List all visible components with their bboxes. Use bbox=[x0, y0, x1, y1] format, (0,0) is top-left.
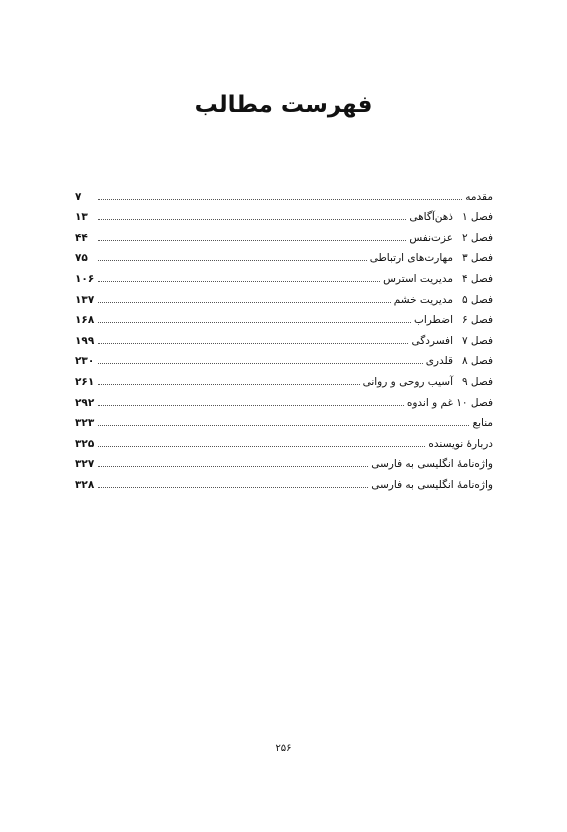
dot-leader bbox=[98, 363, 423, 364]
dot-leader bbox=[98, 219, 406, 220]
dot-leader bbox=[98, 281, 380, 282]
toc-entry[interactable] bbox=[75, 285, 493, 306]
toc-page-number: ۱۰۶ bbox=[75, 272, 95, 285]
toc-page-number: ۷ bbox=[75, 190, 82, 203]
toc-entry-title: مقدمه bbox=[465, 190, 493, 203]
toc-entry[interactable] bbox=[75, 326, 493, 347]
toc-chapter-label: فصل ۹ bbox=[461, 375, 493, 388]
toc-page-number: ۳۲۵ bbox=[75, 437, 95, 450]
toc-page-number: ۳۲۳ bbox=[75, 417, 95, 430]
toc-chapter-label: فصل ۷ bbox=[461, 334, 493, 347]
toc-entry-title: دربارهٔ نویسنده bbox=[428, 437, 493, 450]
toc-page-number: ۳۲۸ bbox=[75, 478, 95, 491]
toc-entry[interactable] bbox=[75, 347, 493, 368]
page-title: فهرست مطالب bbox=[194, 92, 373, 118]
toc-entry-title: قلدری bbox=[425, 355, 453, 368]
toc-chapter-label: فصل ۴ bbox=[461, 272, 493, 285]
toc-entry-title: واژه‌نامهٔ انگلیسی به فارسی bbox=[371, 458, 493, 471]
toc-entry[interactable] bbox=[75, 203, 493, 224]
toc-page-number: ۷۵ bbox=[75, 252, 88, 265]
toc-entry-title: افسردگی bbox=[411, 334, 453, 347]
toc-page-number: ۱۹۹ bbox=[75, 334, 95, 347]
toc-chapter-label: فصل ۳ bbox=[461, 252, 493, 265]
toc-entry[interactable] bbox=[75, 470, 493, 491]
toc-entry[interactable] bbox=[75, 388, 493, 409]
toc-entry-title: واژه‌نامهٔ انگلیسی به فارسی bbox=[371, 478, 493, 491]
toc-entry-title: عزت‌نفس bbox=[409, 231, 453, 244]
dot-leader bbox=[98, 199, 462, 200]
dot-leader bbox=[98, 487, 368, 488]
toc-page-number: ۱۳ bbox=[75, 211, 88, 224]
toc-page-number: ۴۴ bbox=[75, 231, 88, 244]
toc-chapter-label: فصل ۸ bbox=[461, 355, 493, 368]
toc-entry-title: آسیب روحی و روانی bbox=[362, 375, 453, 388]
toc-entry[interactable] bbox=[75, 367, 493, 388]
toc-chapter-label: فصل ۱۰ bbox=[456, 396, 493, 409]
dot-leader bbox=[98, 425, 469, 426]
toc-page-number: ۲۶۱ bbox=[75, 375, 95, 388]
toc-entry[interactable] bbox=[75, 223, 493, 244]
dot-leader bbox=[98, 260, 367, 261]
dot-leader bbox=[98, 446, 425, 447]
toc-chapter-label: فصل ۶ bbox=[461, 314, 493, 327]
toc-chapter-label: فصل ۵ bbox=[461, 293, 493, 306]
toc-entry[interactable] bbox=[75, 409, 493, 430]
dot-leader bbox=[98, 240, 406, 241]
toc-page-number: ۱۳۷ bbox=[75, 293, 95, 306]
toc-entry-title: مدیریت استرس bbox=[383, 272, 453, 285]
toc-entry-title: اضطراب bbox=[413, 314, 453, 327]
dot-leader bbox=[98, 343, 408, 344]
toc-entry[interactable] bbox=[75, 182, 493, 203]
toc-chapter-label: فصل ۲ bbox=[461, 231, 493, 244]
toc-page-number: ۳۲۷ bbox=[75, 458, 95, 471]
toc-entry[interactable] bbox=[75, 306, 493, 327]
dot-leader bbox=[98, 322, 411, 323]
toc-page-number: ۲۳۰ bbox=[75, 355, 95, 368]
toc-page-number: ۱۶۸ bbox=[75, 314, 95, 327]
toc-entry-title: مدیریت خشم bbox=[393, 293, 453, 306]
toc-entry-title: غم و اندوه bbox=[406, 396, 453, 409]
toc-entry-title: منابع bbox=[472, 417, 493, 430]
toc-entry-title: مهارت‌های ارتباطی bbox=[369, 252, 453, 265]
toc-chapter-label: فصل ۱ bbox=[461, 211, 493, 224]
toc-entry[interactable] bbox=[75, 264, 493, 285]
toc-entry-title: ذهن‌آگاهی bbox=[409, 211, 453, 224]
toc-entry[interactable] bbox=[75, 244, 493, 265]
table-of-contents bbox=[75, 182, 493, 491]
toc-page-number: ۲۹۲ bbox=[75, 396, 95, 409]
dot-leader bbox=[98, 302, 391, 303]
dot-leader bbox=[98, 405, 404, 406]
dot-leader bbox=[98, 466, 368, 467]
toc-entry[interactable] bbox=[75, 450, 493, 471]
toc-entry[interactable] bbox=[75, 429, 493, 450]
dot-leader bbox=[98, 384, 360, 385]
page-number: ۲۵۶ bbox=[275, 743, 292, 754]
